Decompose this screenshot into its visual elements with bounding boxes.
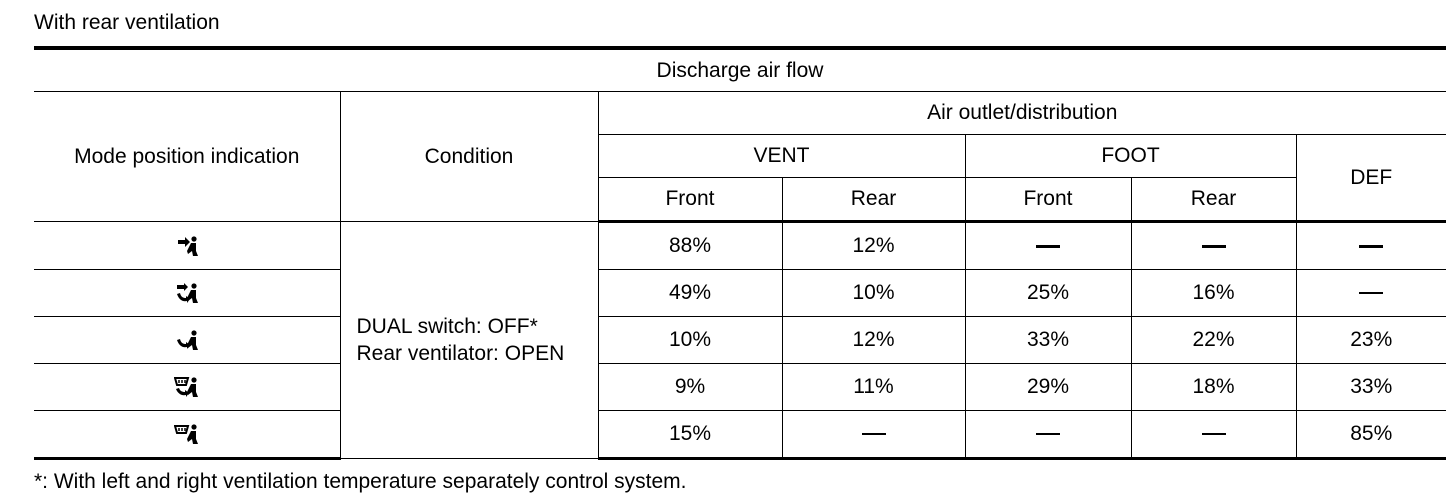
table-title: Discharge air flow [34,48,1446,92]
dash-mark [1359,245,1383,248]
vent-rear-value [782,411,965,459]
header-def: DEF [1296,135,1446,222]
vent-front-value: 88% [598,222,782,270]
defrost-mode-icon [174,423,200,445]
dash-mark [1202,433,1226,435]
condition-line-dual: DUAL switch: OFF* [356,315,538,338]
header-vent-front: Front [598,178,782,222]
table-row [34,222,1446,270]
dash-mark [1036,433,1060,435]
table-row [34,317,1446,364]
mode-cell [34,317,340,364]
table-row [34,270,1446,317]
header-foot-front: Front [965,178,1131,222]
condition-cell [340,222,598,459]
table-row [34,411,1446,459]
vent-mode-icon [175,235,199,257]
vent-front-value: 49% [598,270,782,317]
foot-mode-icon [175,329,199,351]
mode-cell [34,364,340,411]
table-row [34,364,1446,411]
header-foot-rear: Rear [1131,178,1296,222]
foot-rear-value: 18% [1131,364,1296,411]
vent-rear-value: 12% [782,222,965,270]
caption: With rear ventilation [34,11,220,34]
def-value [1296,222,1446,270]
dash-mark [1359,292,1383,294]
vent-front-value: 10% [598,317,782,364]
foot-front-value [965,222,1131,270]
vent-front-value: 15% [598,411,782,459]
condition-line-rear-ventilator: Rear ventilator: OPEN [356,342,565,365]
foot-rear-value [1131,222,1296,270]
foot-front-value: 29% [965,364,1131,411]
header-condition: Condition [340,92,598,222]
def-value: 85% [1296,411,1446,459]
foot-rear-value: 22% [1131,317,1296,364]
mode-cell [34,270,340,317]
header-foot: FOOT [965,135,1296,178]
foot-rear-value [1131,411,1296,459]
header-outlet: Air outlet/distribution [598,92,1446,135]
foot-front-value: 33% [965,317,1131,364]
dash-mark [1036,245,1060,248]
bi-level-mode-icon [175,282,199,304]
def-value: 23% [1296,317,1446,364]
vent-rear-value: 12% [782,317,965,364]
header-vent-rear: Rear [782,178,965,222]
foot-defrost-mode-icon [174,376,200,398]
def-value: 33% [1296,364,1446,411]
discharge-air-flow-table [34,46,1446,460]
header-mode: Mode position indication [34,92,340,222]
vent-rear-value: 11% [782,364,965,411]
vent-rear-value: 10% [782,270,965,317]
def-value [1296,270,1446,317]
mode-cell [34,411,340,459]
dash-mark [1202,245,1226,248]
dash-mark [862,433,886,435]
mode-cell [34,222,340,270]
vent-front-value: 9% [598,364,782,411]
footnote: *: With left and right ventilation temperature separately control system. [34,470,687,493]
foot-front-value [965,411,1131,459]
header-vent: VENT [598,135,965,178]
foot-rear-value: 16% [1131,270,1296,317]
foot-front-value: 25% [965,270,1131,317]
